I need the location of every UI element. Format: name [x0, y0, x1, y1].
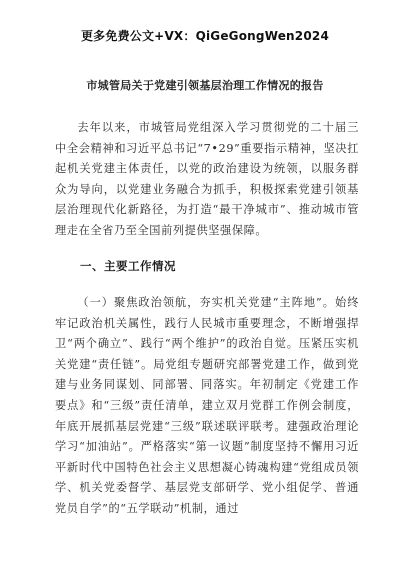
promo-header: 更多免费公文+VX：QiGeGongWen2024: [80, 29, 329, 43]
section-paragraph: （一）聚焦政治领航，夯实机关党建“主阵地”。始终牢记政治机关属性，践行人民城市重要理念，不断增强捍卫“两个确立”、践行“两个维护”的政治自觉。压紧压实机关党建“责任链”。局党组专题研究部署党建工作，做到党建与业务同谋划、同部署、同落实。年初制定《党建工作要点》和“三级”责任清单，建立双月党群工作例会制度，年底开展抓基层党建“三级”联述联评联考。建强政治理论学习“加油站”。严格落实“第一议题”制度坚持不懈用习近平新时代中国特色社会主义思想凝心铸魂构建“党组成员领学、机关党委督学、基层党支部研学、党小组促学、普通党员自学”的“五学联动”机制，通过: [55, 296, 359, 515]
section-heading: 一、主要工作情况: [80, 259, 176, 273]
intro-paragraph: 去年以来，市城管局党组深入学习贯彻党的二十届三中全会精神和习近平总书记“7•29”重要指示精神，坚决扛起机关党建主体责任，以党的政治建设为统领，以服务群众为导向，以党建业务融合为抓手，积极探索党建引领基层治理现代化新路径，为打造“最干净城市”、推动城市管理走在全省乃至全国前列提供坚强保障。: [55, 121, 359, 237]
document-title: 市城管局关于党建引领基层治理工作情况的报告: [86, 79, 324, 92]
